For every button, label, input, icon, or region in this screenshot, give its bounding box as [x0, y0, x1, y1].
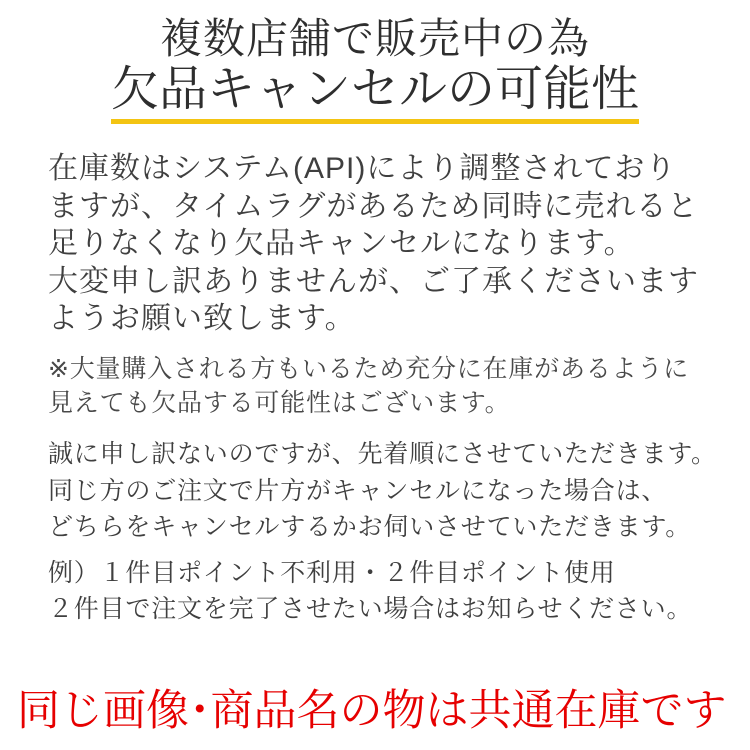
bulk-purchase-note	[48, 352, 720, 420]
example-paragraph	[48, 555, 720, 627]
common-stock-footer-notice: 同じ画像･商品名の物は共通在庫です	[17, 687, 727, 735]
heading-underline	[111, 119, 639, 124]
bulk-note-line-2: 見えても欠品する可能性はございます。	[48, 389, 511, 417]
inventory-line-4: 大変申し訳ありませんが、ご了承くださいます	[48, 264, 699, 298]
policy-line-3: どちらをキャンセルするかお伺いさせていただきます。	[48, 513, 692, 541]
heading-line-2: 欠品キャンセルの可能性	[110, 63, 639, 116]
example-line-2: ２件目で注文を完了させたい場合はお知らせください。	[48, 595, 693, 623]
example-line-1: 例）１件目ポイント不利用・２件目ポイント使用	[48, 559, 616, 587]
inventory-line-2: ますが、タイムラグがあるため同時に売れると	[48, 189, 699, 223]
inventory-line-5: ようお願い致します。	[48, 302, 356, 335]
policy-line-1: 誠に申し訳ないのですが、先着順にさせていただきます。	[48, 440, 717, 468]
notice-heading	[0, 14, 750, 124]
policy-line-2: 同じ方のご注文で片方がキャンセルになった場合は、	[48, 476, 668, 505]
inventory-system-paragraph	[48, 150, 720, 338]
bulk-note-line-1: ※大量購入される方もいるため充分に在庫があるように	[48, 355, 689, 383]
heading-line-1: 複数店舗で販売中の為	[159, 15, 590, 62]
first-come-policy-paragraph	[48, 436, 720, 546]
inventory-line-3: 足りなくなり欠品キャンセルになります。	[48, 227, 635, 260]
inventory-line-1: 在庫数はシステム(API)により調整されており	[48, 152, 677, 185]
